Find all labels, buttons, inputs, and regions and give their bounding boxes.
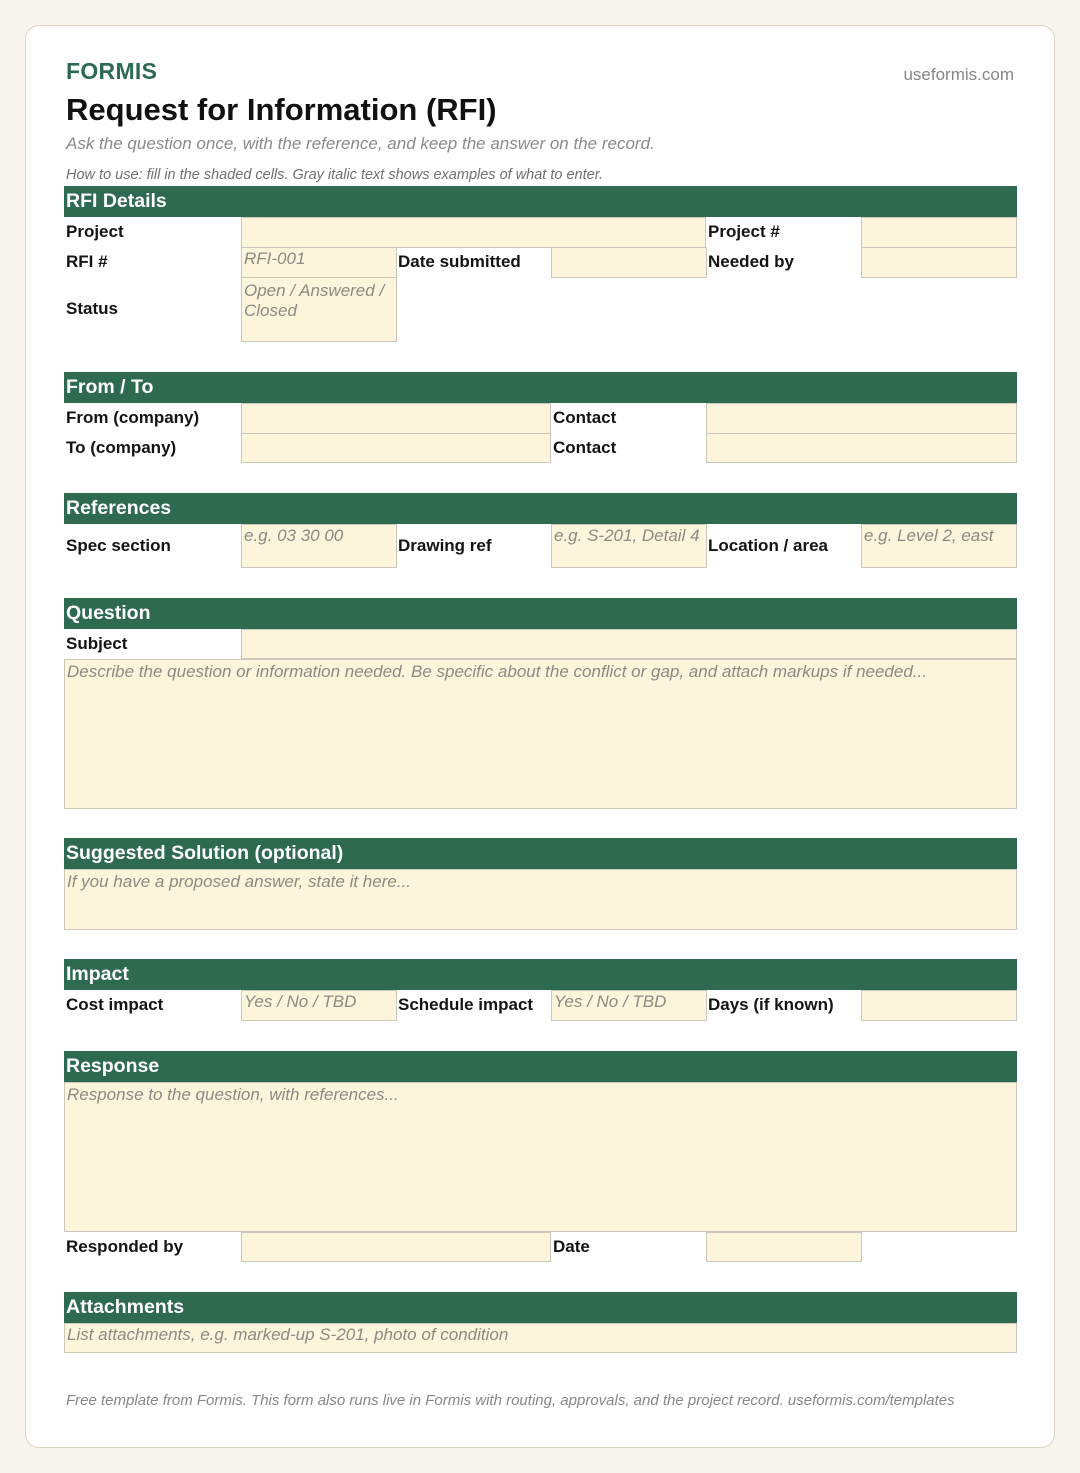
drawing-ref-placeholder: e.g. S-201, Detail 4 (554, 526, 700, 545)
section-header-references: References (64, 493, 1017, 524)
drawing-ref-field[interactable] (551, 524, 707, 568)
response-body-placeholder: Response to the question, with references... (67, 1085, 399, 1104)
section-header-from-to: From / To (64, 372, 1017, 403)
suggested-solution-field[interactable] (64, 869, 1017, 930)
page-title: Request for Information (RFI) (66, 92, 497, 127)
date-submitted-field[interactable] (551, 247, 707, 278)
footer-note: Free template from Formis. This form also runs live in Formis with routing, approvals, and the project record. useformis.com/templates (66, 1392, 955, 1409)
question-body-field[interactable] (64, 659, 1017, 809)
section-header-attachments: Attachments (64, 1292, 1017, 1323)
response-date-label: Date (553, 1236, 590, 1256)
suggested-solution-placeholder: If you have a proposed answer, state it here... (67, 872, 411, 891)
section-header-response: Response (64, 1051, 1017, 1082)
rfi-number-field[interactable] (241, 247, 397, 278)
from-contact-label: Contact (553, 408, 617, 427)
spec-section-label: Spec section (66, 535, 171, 555)
needed-by-label: Needed by (708, 252, 794, 271)
project-label: Project (66, 222, 124, 241)
section-header-question: Question (64, 598, 1017, 629)
project-number-field[interactable] (861, 217, 1017, 248)
rfi-number-placeholder: RFI-001 (244, 249, 306, 268)
days-label: Days (if known) (708, 995, 834, 1014)
project-field[interactable] (241, 217, 706, 248)
schedule-impact-field[interactable] (551, 990, 707, 1021)
schedule-impact-label: Schedule impact (398, 995, 534, 1014)
status-label: Status (66, 299, 118, 318)
schedule-impact-placeholder: Yes / No / TBD (554, 992, 667, 1011)
rfi-number-label: RFI # (66, 252, 108, 271)
attachments-placeholder: List attachments, e.g. marked-up S-201, photo of condition (67, 1325, 509, 1344)
location-field[interactable] (861, 524, 1017, 568)
location-placeholder: e.g. Level 2, east (864, 526, 994, 545)
from-company-label: From (company) (66, 408, 200, 427)
drawing-ref-label: Drawing ref (398, 535, 492, 555)
project-number-label: Project # (708, 222, 780, 241)
cost-impact-placeholder: Yes / No / TBD (244, 992, 357, 1011)
location-label: Location / area (708, 535, 828, 555)
date-submitted-label: Date submitted (398, 252, 521, 271)
to-contact-label: Contact (553, 438, 617, 457)
responded-by-field[interactable] (241, 1232, 551, 1262)
status-placeholder: Open / Answered / Closed (244, 281, 385, 320)
cost-impact-label: Cost impact (66, 995, 164, 1014)
attachments-field[interactable] (64, 1323, 1017, 1353)
days-field[interactable] (861, 990, 1017, 1021)
cost-impact-field[interactable] (241, 990, 397, 1021)
response-date-field[interactable] (706, 1232, 862, 1262)
spec-section-placeholder: e.g. 03 30 00 (244, 526, 344, 545)
site-link[interactable]: useformis.com (903, 65, 1014, 84)
spec-section-field[interactable] (241, 524, 397, 568)
section-header-rfi-details: RFI Details (64, 186, 1017, 217)
section-header-impact: Impact (64, 959, 1017, 990)
subject-field[interactable] (241, 629, 1017, 659)
how-to-note: How to use: fill in the shaded cells. Gray italic text shows examples of what to enter. (66, 167, 604, 183)
response-body-field[interactable] (64, 1082, 1017, 1232)
brand-logo: FORMIS (66, 58, 158, 84)
from-contact-field[interactable] (706, 403, 1017, 434)
page-subtitle: Ask the question once, with the reference, and keep the answer on the record. (66, 134, 655, 153)
to-company-label: To (company) (66, 438, 177, 457)
subject-label: Subject (66, 634, 128, 653)
needed-by-field[interactable] (861, 247, 1017, 278)
question-body-placeholder: Describe the question or information needed. Be specific about the conflict or gap, and attach markups if needed... (67, 662, 927, 681)
section-header-suggested-solution: Suggested Solution (optional) (64, 838, 1017, 869)
to-company-field[interactable] (241, 433, 551, 463)
responded-by-label: Responded by (66, 1236, 184, 1256)
from-company-field[interactable] (241, 403, 551, 434)
status-field[interactable] (241, 277, 397, 342)
to-contact-field[interactable] (706, 433, 1017, 463)
